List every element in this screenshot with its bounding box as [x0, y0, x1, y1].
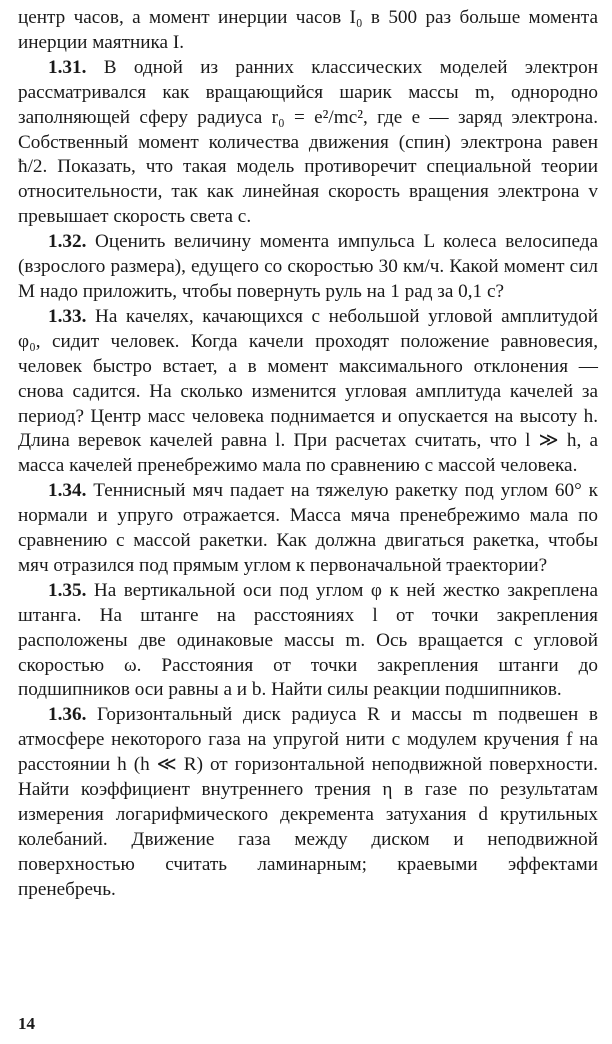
- problem-number: 1.35.: [48, 579, 87, 601]
- problem-1-35: [18, 579, 598, 704]
- problem-number: 1.36.: [48, 704, 87, 726]
- problem-number: 1.31.: [48, 56, 87, 78]
- problem-number: 1.33.: [48, 305, 87, 327]
- problem-text: Горизонтальный диск радиуса R и массы m подвешен в атмосфере некоторого газа на упругой нити с модулем кручения f на расстоянии h (h ≪ R) от горизонтальной неподвижной поверхности. Найти коэффициент внутреннего трения η в газе по результатам измерения логарифмического декремента затухания d крутильных колебаний. Движение газа между диском и неподвижной поверхностью считать ламинарным; краевыми эффектами пренебречь.: [18, 704, 598, 900]
- problem-text: На качелях, качающихся с небольшой угловой амплитудой φ₀, сидит человек. Когда качели проходят положение равновесия, человек быстро встает, а в момент максимального отклонения — снова садится. На сколько изменится угловая амплитуда качелей за период? Центр масс человека поднимается и опускается на высоту h. Длина веревок качелей равна l. При расчетах считать, что l ≫ h, а масса качелей пренебрежимо мала по сравнению с массой человека.: [18, 305, 599, 477]
- continuation-paragraph: центр часов, а момент инерции часов I₀ в 500 раз больше момента инерции маятника I.: [18, 7, 598, 53]
- problem-number: 1.32.: [48, 231, 87, 253]
- problem-1-32: [18, 230, 598, 305]
- problem-1-33: [18, 305, 598, 479]
- problem-1-31: [18, 56, 598, 230]
- page-number: 14: [18, 1014, 35, 1033]
- problem-number: 1.34.: [48, 480, 87, 502]
- problem-text: В одной из ранних классических моделей электрон рассматривался как вращающийся шарик массы m, однородно заполняющей сферу радиуса r₀ = e²/mc², где e — заряд электрона. Собственный момент количества движения (спин) электрона равен ħ/2. Показать, что такая модель противоречит специальной теории относительности, так как линейная скорость вращения электрона v превышает скорость света c.: [18, 56, 599, 228]
- problem-1-36: [18, 703, 598, 902]
- page-body: [18, 6, 598, 903]
- problem-text: Оценить величину момента импульса L колеса велосипеда (взрослого размера), едущего со скоростью 30 км/ч. Какой момент сил M надо приложить, чтобы повернуть руль на 1 рад за 0,1 с?: [18, 231, 599, 302]
- problem-text: На вертикальной оси под углом φ к ней жестко закреплена штанга. На штанге на расстояниях l от точки закрепления расположены две одинаковые массы m. Ось вращается с угловой скоростью ω. Расстояния от точки закрепления штанги до подшипников оси равны a и b. Найти силы реакции подшипников.: [18, 579, 598, 701]
- problem-text: Теннисный мяч падает на тяжелую ракетку под углом 60° к нормали и упруго отражается. Масса мяча пренебрежимо мала по сравнению с массой ракетки. Как должна двигаться ракетка, чтобы мяч отразился под прямым углом к первоначальной траектории?: [18, 480, 599, 576]
- problem-1-34: [18, 479, 598, 579]
